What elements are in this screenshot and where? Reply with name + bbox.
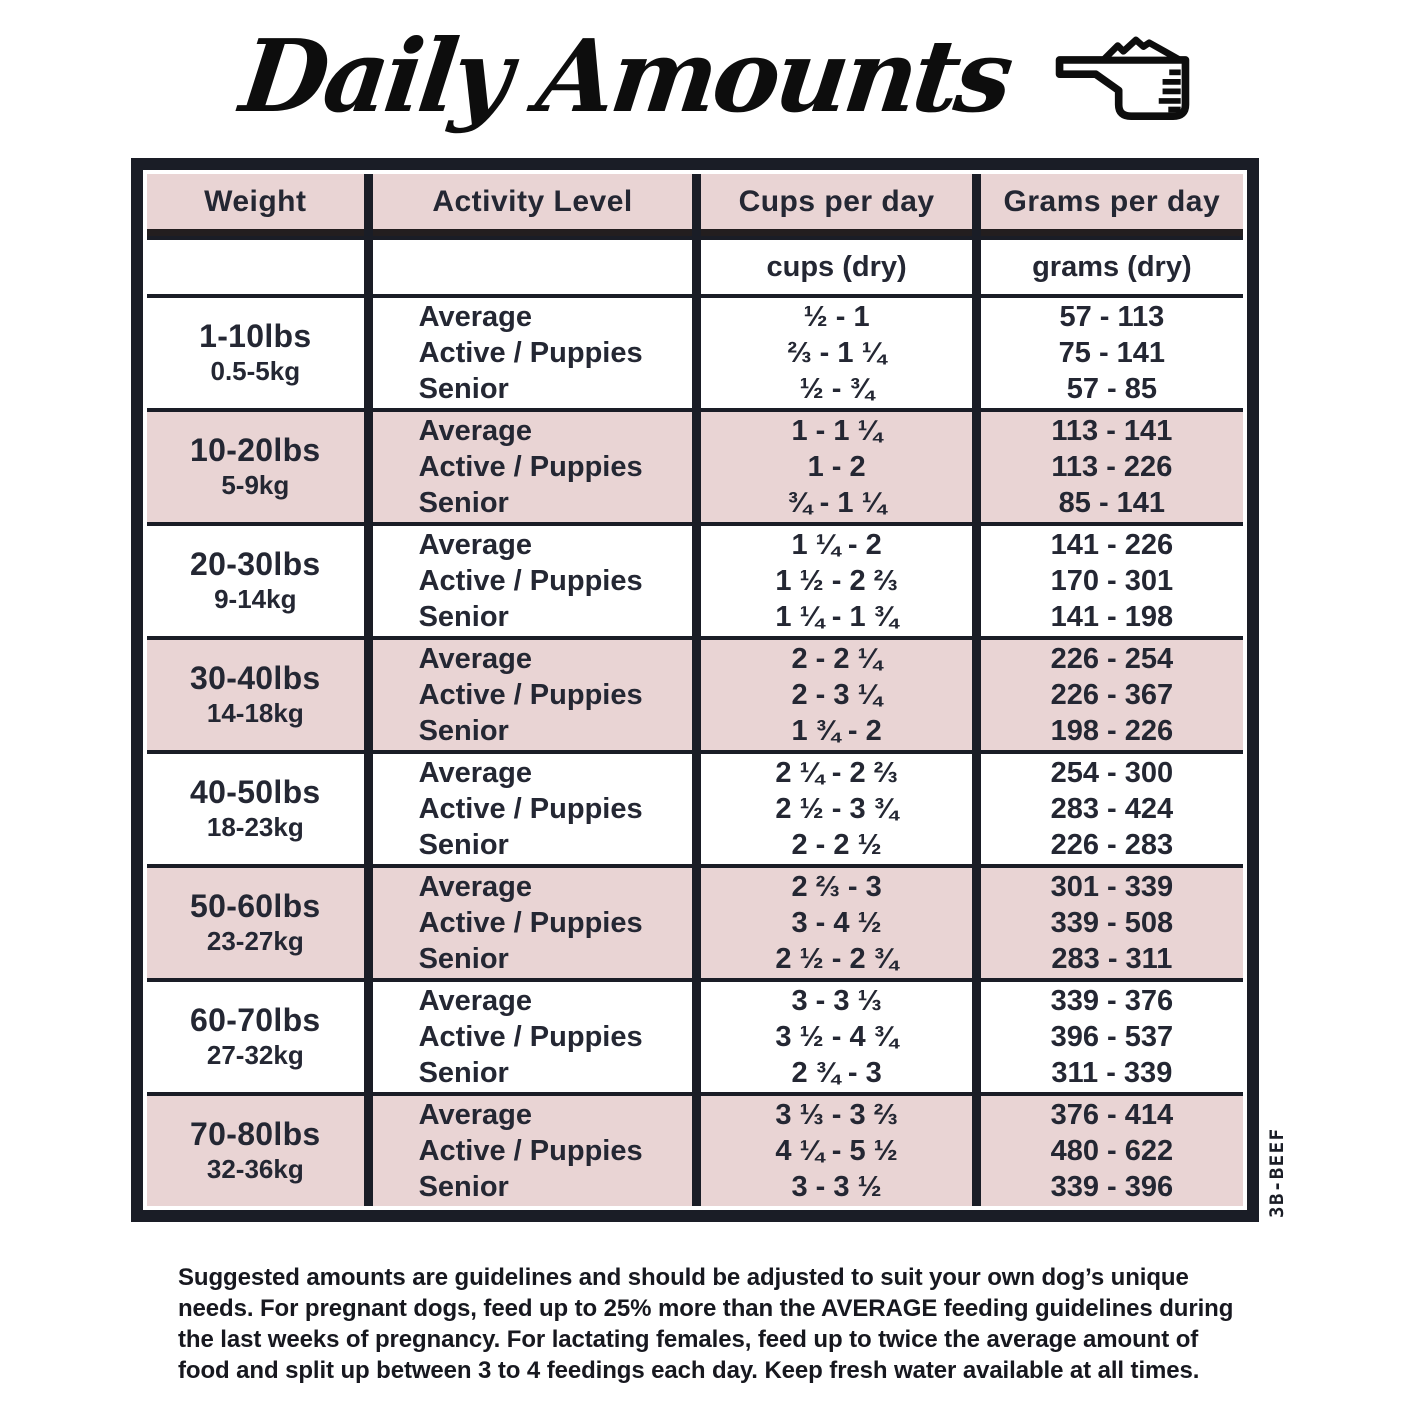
activity-level: Average: [418, 757, 532, 789]
grams-value: 254 - 300: [1050, 757, 1174, 789]
activity-level: Active / Puppies: [418, 565, 643, 597]
activity-level: Average: [418, 871, 532, 903]
measuring-scoop-icon: [1047, 17, 1219, 141]
cups-value: 1 ¾ - 2: [791, 715, 882, 747]
weight-cell: [147, 1096, 364, 1206]
subheader-cups-dry: cups (dry): [701, 240, 971, 294]
grams-value: 283 - 424: [1050, 793, 1174, 825]
cups-value: ¾ - 1 ¼: [787, 487, 886, 519]
cups-value: ⅔ - 1 ¼: [787, 337, 886, 369]
weight-lbs-label: 40-50lbs: [190, 774, 321, 810]
grams-value: 57 - 113: [1059, 301, 1165, 333]
weight-lbs-label: 50-60lbs: [190, 888, 321, 924]
weight-kg-label: 18-23kg: [206, 812, 304, 842]
activity-cell: [373, 640, 693, 750]
activity-level: Active / Puppies: [418, 1021, 643, 1053]
column-header-weight: Weight: [147, 174, 364, 236]
weight-cell: [147, 412, 364, 522]
feeding-table: [131, 158, 1259, 1222]
activity-cell: [373, 754, 693, 864]
subheader-weight: [147, 240, 364, 294]
title-row: [0, 0, 1406, 152]
subheader-grams-dry: grams (dry): [981, 240, 1243, 294]
cups-value: 2 ¼ - 2 ⅔: [775, 757, 898, 789]
subheader-activity: [373, 240, 693, 294]
grams-value: 85 - 141: [1058, 487, 1166, 519]
weight-cell: [147, 526, 364, 636]
grams-value: 480 - 622: [1050, 1135, 1174, 1167]
cups-cell: [701, 868, 971, 978]
grams-value: 339 - 396: [1050, 1171, 1174, 1203]
grams-value: 75 - 141: [1058, 337, 1166, 369]
cups-value: 2 - 3 ¼: [791, 679, 882, 711]
activity-level: Average: [418, 301, 532, 333]
grams-cell: [981, 526, 1243, 636]
cups-value: 1 ¼ - 2: [791, 529, 882, 561]
column-header-cups: Cups per day: [701, 174, 971, 236]
cups-value: 1 ½ - 2 ⅔: [775, 565, 898, 597]
activity-level: Senior: [418, 487, 509, 519]
weight-cell: [147, 754, 364, 864]
cups-value: 2 - 2 ½: [791, 829, 882, 861]
activity-cell: [373, 1096, 693, 1206]
cups-cell: [701, 1096, 971, 1206]
cups-value: 3 ½ - 4 ¾: [775, 1021, 898, 1053]
cups-value: ½ - ¾: [799, 373, 874, 405]
cups-value: 2 ½ - 2 ¾: [775, 943, 898, 975]
activity-level: Active / Puppies: [418, 907, 643, 939]
activity-level: Senior: [418, 715, 509, 747]
grams-value: 226 - 367: [1050, 679, 1174, 711]
grams-cell: [981, 868, 1243, 978]
activity-level: Senior: [418, 373, 509, 405]
activity-level: Average: [418, 415, 532, 447]
grams-cell: [981, 640, 1243, 750]
weight-kg-label: 14-18kg: [206, 698, 304, 728]
activity-cell: [373, 412, 693, 522]
activity-level: Average: [418, 529, 532, 561]
weight-kg-label: 5-9kg: [221, 470, 290, 500]
page-title: Daily Amounts: [235, 17, 1016, 135]
grams-cell: [981, 982, 1243, 1092]
cups-value: 1 - 1 ¼: [791, 415, 882, 447]
grams-value: 198 - 226: [1050, 715, 1174, 747]
cups-value: 2 ¾ - 3: [791, 1057, 882, 1089]
weight-lbs-label: 10-20lbs: [190, 432, 321, 468]
activity-cell: [373, 982, 693, 1092]
grams-value: 113 - 226: [1051, 451, 1173, 483]
activity-level: Senior: [418, 943, 509, 975]
grams-value: 396 - 537: [1050, 1021, 1174, 1053]
grams-value: 141 - 226: [1050, 529, 1174, 561]
activity-cell: [373, 298, 693, 408]
grams-value: 339 - 508: [1050, 907, 1174, 939]
weight-lbs-label: 1-10lbs: [199, 318, 312, 354]
activity-level: Average: [418, 1099, 532, 1131]
cups-cell: [701, 412, 971, 522]
grams-value: 226 - 254: [1050, 643, 1174, 675]
activity-level: Active / Puppies: [418, 451, 643, 483]
grams-value: 113 - 141: [1051, 415, 1173, 447]
weight-cell: [147, 868, 364, 978]
footnote: Suggested amounts are guidelines and should be adjusted to suit your own dog’s unique needs. For pregnant dogs, feed up to 25% more than the AVERAGE feeding guidelines during the last weeks of pregnancy. For lactating females, feed up to twice the average amount of food and split up between 3 to 4 feedings each day. Keep fresh water available at all times.: [178, 1264, 1234, 1384]
activity-level: Senior: [418, 601, 509, 633]
cups-cell: [701, 640, 971, 750]
grams-cell: [981, 1096, 1243, 1206]
column-header-grams: Grams per day: [981, 174, 1243, 236]
weight-cell: [147, 298, 364, 408]
cups-cell: [701, 754, 971, 864]
cups-value: 3 - 3 ½: [791, 1171, 882, 1203]
cups-cell: [701, 982, 971, 1092]
cups-value: 4 ¼ - 5 ½: [775, 1135, 898, 1167]
weight-cell: [147, 640, 364, 750]
activity-level: Active / Puppies: [418, 337, 643, 369]
weight-lbs-label: 30-40lbs: [190, 660, 321, 696]
cups-value: ½ - 1: [803, 301, 870, 333]
grams-cell: [981, 298, 1243, 408]
grams-value: 376 - 414: [1050, 1099, 1174, 1131]
activity-level: Senior: [418, 829, 509, 861]
activity-level: Active / Puppies: [418, 1135, 643, 1167]
weight-kg-label: 0.5-5kg: [210, 356, 301, 386]
activity-level: Active / Puppies: [418, 793, 643, 825]
weight-kg-label: 9-14kg: [214, 584, 297, 614]
cups-value: 3 ⅓ - 3 ⅔: [775, 1099, 898, 1131]
grams-value: 170 - 301: [1050, 565, 1174, 597]
grams-value: 57 - 85: [1066, 373, 1157, 405]
cups-value: 1 ¼ - 1 ¾: [775, 601, 898, 633]
weight-kg-label: 32-36kg: [206, 1154, 304, 1184]
activity-level: Senior: [418, 1057, 509, 1089]
cups-cell: [701, 526, 971, 636]
grams-value: 226 - 283: [1050, 829, 1174, 861]
weight-kg-label: 23-27kg: [206, 926, 304, 956]
grams-value: 311 - 339: [1051, 1057, 1173, 1089]
activity-level: Average: [418, 643, 532, 675]
grams-value: 301 - 339: [1050, 871, 1174, 903]
activity-cell: [373, 868, 693, 978]
grams-cell: [981, 412, 1243, 522]
weight-lbs-label: 70-80lbs: [190, 1116, 321, 1152]
weight-cell: [147, 982, 364, 1092]
grams-value: 339 - 376: [1050, 985, 1174, 1017]
grams-value: 141 - 198: [1050, 601, 1174, 633]
activity-level: Active / Puppies: [418, 679, 643, 711]
grams-value: 283 - 311: [1051, 943, 1173, 975]
activity-cell: [373, 526, 693, 636]
weight-lbs-label: 20-30lbs: [190, 546, 321, 582]
cups-value: 2 ½ - 3 ¾: [775, 793, 898, 825]
cups-value: 2 ⅔ - 3: [791, 871, 882, 903]
activity-level: Senior: [418, 1171, 509, 1203]
grams-cell: [981, 754, 1243, 864]
activity-level: Average: [418, 985, 532, 1017]
weight-kg-label: 27-32kg: [206, 1040, 304, 1070]
weight-lbs-label: 60-70lbs: [190, 1002, 321, 1038]
cups-cell: [701, 298, 971, 408]
column-header-activity: Activity Level: [373, 174, 693, 236]
feeding-table-grid: [147, 174, 1243, 1206]
cups-value: 1 - 2: [807, 451, 866, 483]
cups-value: 2 - 2 ¼: [791, 643, 882, 675]
product-code-label: 3B-BEEF: [1266, 1127, 1288, 1218]
cups-value: 3 - 3 ⅓: [791, 985, 882, 1017]
cups-value: 3 - 4 ½: [791, 907, 882, 939]
